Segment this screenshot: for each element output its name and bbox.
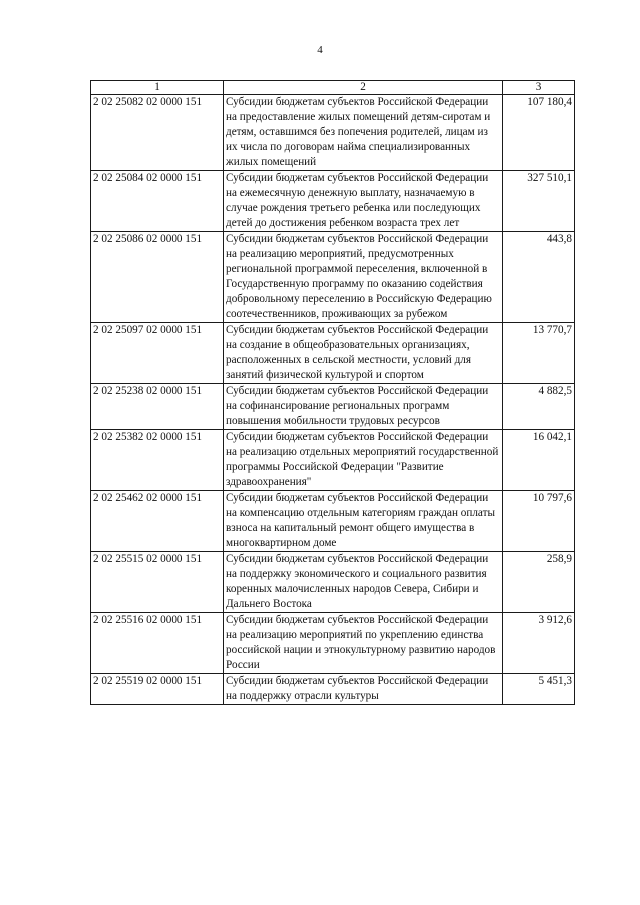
subsidy-amount: 3 912,6 [503, 613, 575, 674]
subsidy-amount: 13 770,7 [503, 323, 575, 384]
subsidy-name: Субсидии бюджетам субъектов Российской Федерации на реализацию мероприятий, предусмотренных региональной программой переселения, включенной в Государственную программу по оказанию содействия добровольному переселению в Российскую Федерацию соотечественников, проживающих за рубежом [224, 232, 503, 323]
budget-code: 2 02 25086 02 0000 151 [91, 232, 224, 323]
subsidy-amount: 107 180,4 [503, 95, 575, 171]
subsidy-amount: 5 451,3 [503, 674, 575, 705]
subsidy-amount: 443,8 [503, 232, 575, 323]
subsidy-amount: 258,9 [503, 552, 575, 613]
budget-code: 2 02 25462 02 0000 151 [91, 491, 224, 552]
subsidy-name: Субсидии бюджетам субъектов Российской Федерации на реализацию мероприятий по укреплению единства российской нации и этнокультурному развитию народов России [224, 613, 503, 674]
budget-code: 2 02 25515 02 0000 151 [91, 552, 224, 613]
budget-code: 2 02 25519 02 0000 151 [91, 674, 224, 705]
subsidy-name: Субсидии бюджетам субъектов Российской Федерации на компенсацию отдельным категориям граждан оплаты взноса на капитальный ремонт общего имущества в многоквартирном доме [224, 491, 503, 552]
table-row [91, 171, 575, 232]
table-row [91, 95, 575, 171]
subsidy-amount: 16 042,1 [503, 430, 575, 491]
budget-code: 2 02 25097 02 0000 151 [91, 323, 224, 384]
subsidy-name: Субсидии бюджетам субъектов Российской Федерации на предоставление жилых помещений детям-сиротам и детям, оставшимся без попечения родителей, лицам из их числа по договорам найма специализированных жилых помещений [224, 95, 503, 171]
table-row [91, 552, 575, 613]
page-number: 4 [317, 44, 323, 56]
subsidy-name: Субсидии бюджетам субъектов Российской Федерации на ежемесячную денежную выплату, назначаемую в случае рождения третьего ребенка или последующих детей до достижения ребенком возраста трех лет [224, 171, 503, 232]
column-header-name: 2 [224, 81, 503, 95]
subsidy-name: Субсидии бюджетам субъектов Российской Федерации на поддержку отрасли культуры [224, 674, 503, 705]
budget-table [90, 80, 575, 705]
table-row [91, 613, 575, 674]
table-row [91, 232, 575, 323]
table-row [91, 674, 575, 705]
budget-code: 2 02 25238 02 0000 151 [91, 384, 224, 430]
subsidy-name: Субсидии бюджетам субъектов Российской Федерации на реализацию отдельных мероприятий государственной программы Российской Федерации "Развитие здравоохранения" [224, 430, 503, 491]
budget-code: 2 02 25516 02 0000 151 [91, 613, 224, 674]
table-row [91, 384, 575, 430]
column-header-amount: 3 [503, 81, 575, 95]
budget-code: 2 02 25084 02 0000 151 [91, 171, 224, 232]
subsidy-amount: 327 510,1 [503, 171, 575, 232]
table-header-row [91, 81, 575, 95]
table-row [91, 491, 575, 552]
subsidy-amount: 4 882,5 [503, 384, 575, 430]
subsidy-name: Субсидии бюджетам субъектов Российской Федерации на создание в общеобразовательных организациях, расположенных в сельской местности, условий для занятий физической культурой и спортом [224, 323, 503, 384]
budget-code: 2 02 25382 02 0000 151 [91, 430, 224, 491]
subsidy-name: Субсидии бюджетам субъектов Российской Федерации на поддержку экономического и социального развития коренных малочисленных народов Севера, Сибири и Дальнего Востока [224, 552, 503, 613]
column-header-code: 1 [91, 81, 224, 95]
budget-code: 2 02 25082 02 0000 151 [91, 95, 224, 171]
table-row [91, 323, 575, 384]
subsidy-name: Субсидии бюджетам субъектов Российской Федерации на софинансирование региональных программ повышения мобильности трудовых ресурсов [224, 384, 503, 430]
table-row [91, 430, 575, 491]
subsidy-amount: 10 797,6 [503, 491, 575, 552]
